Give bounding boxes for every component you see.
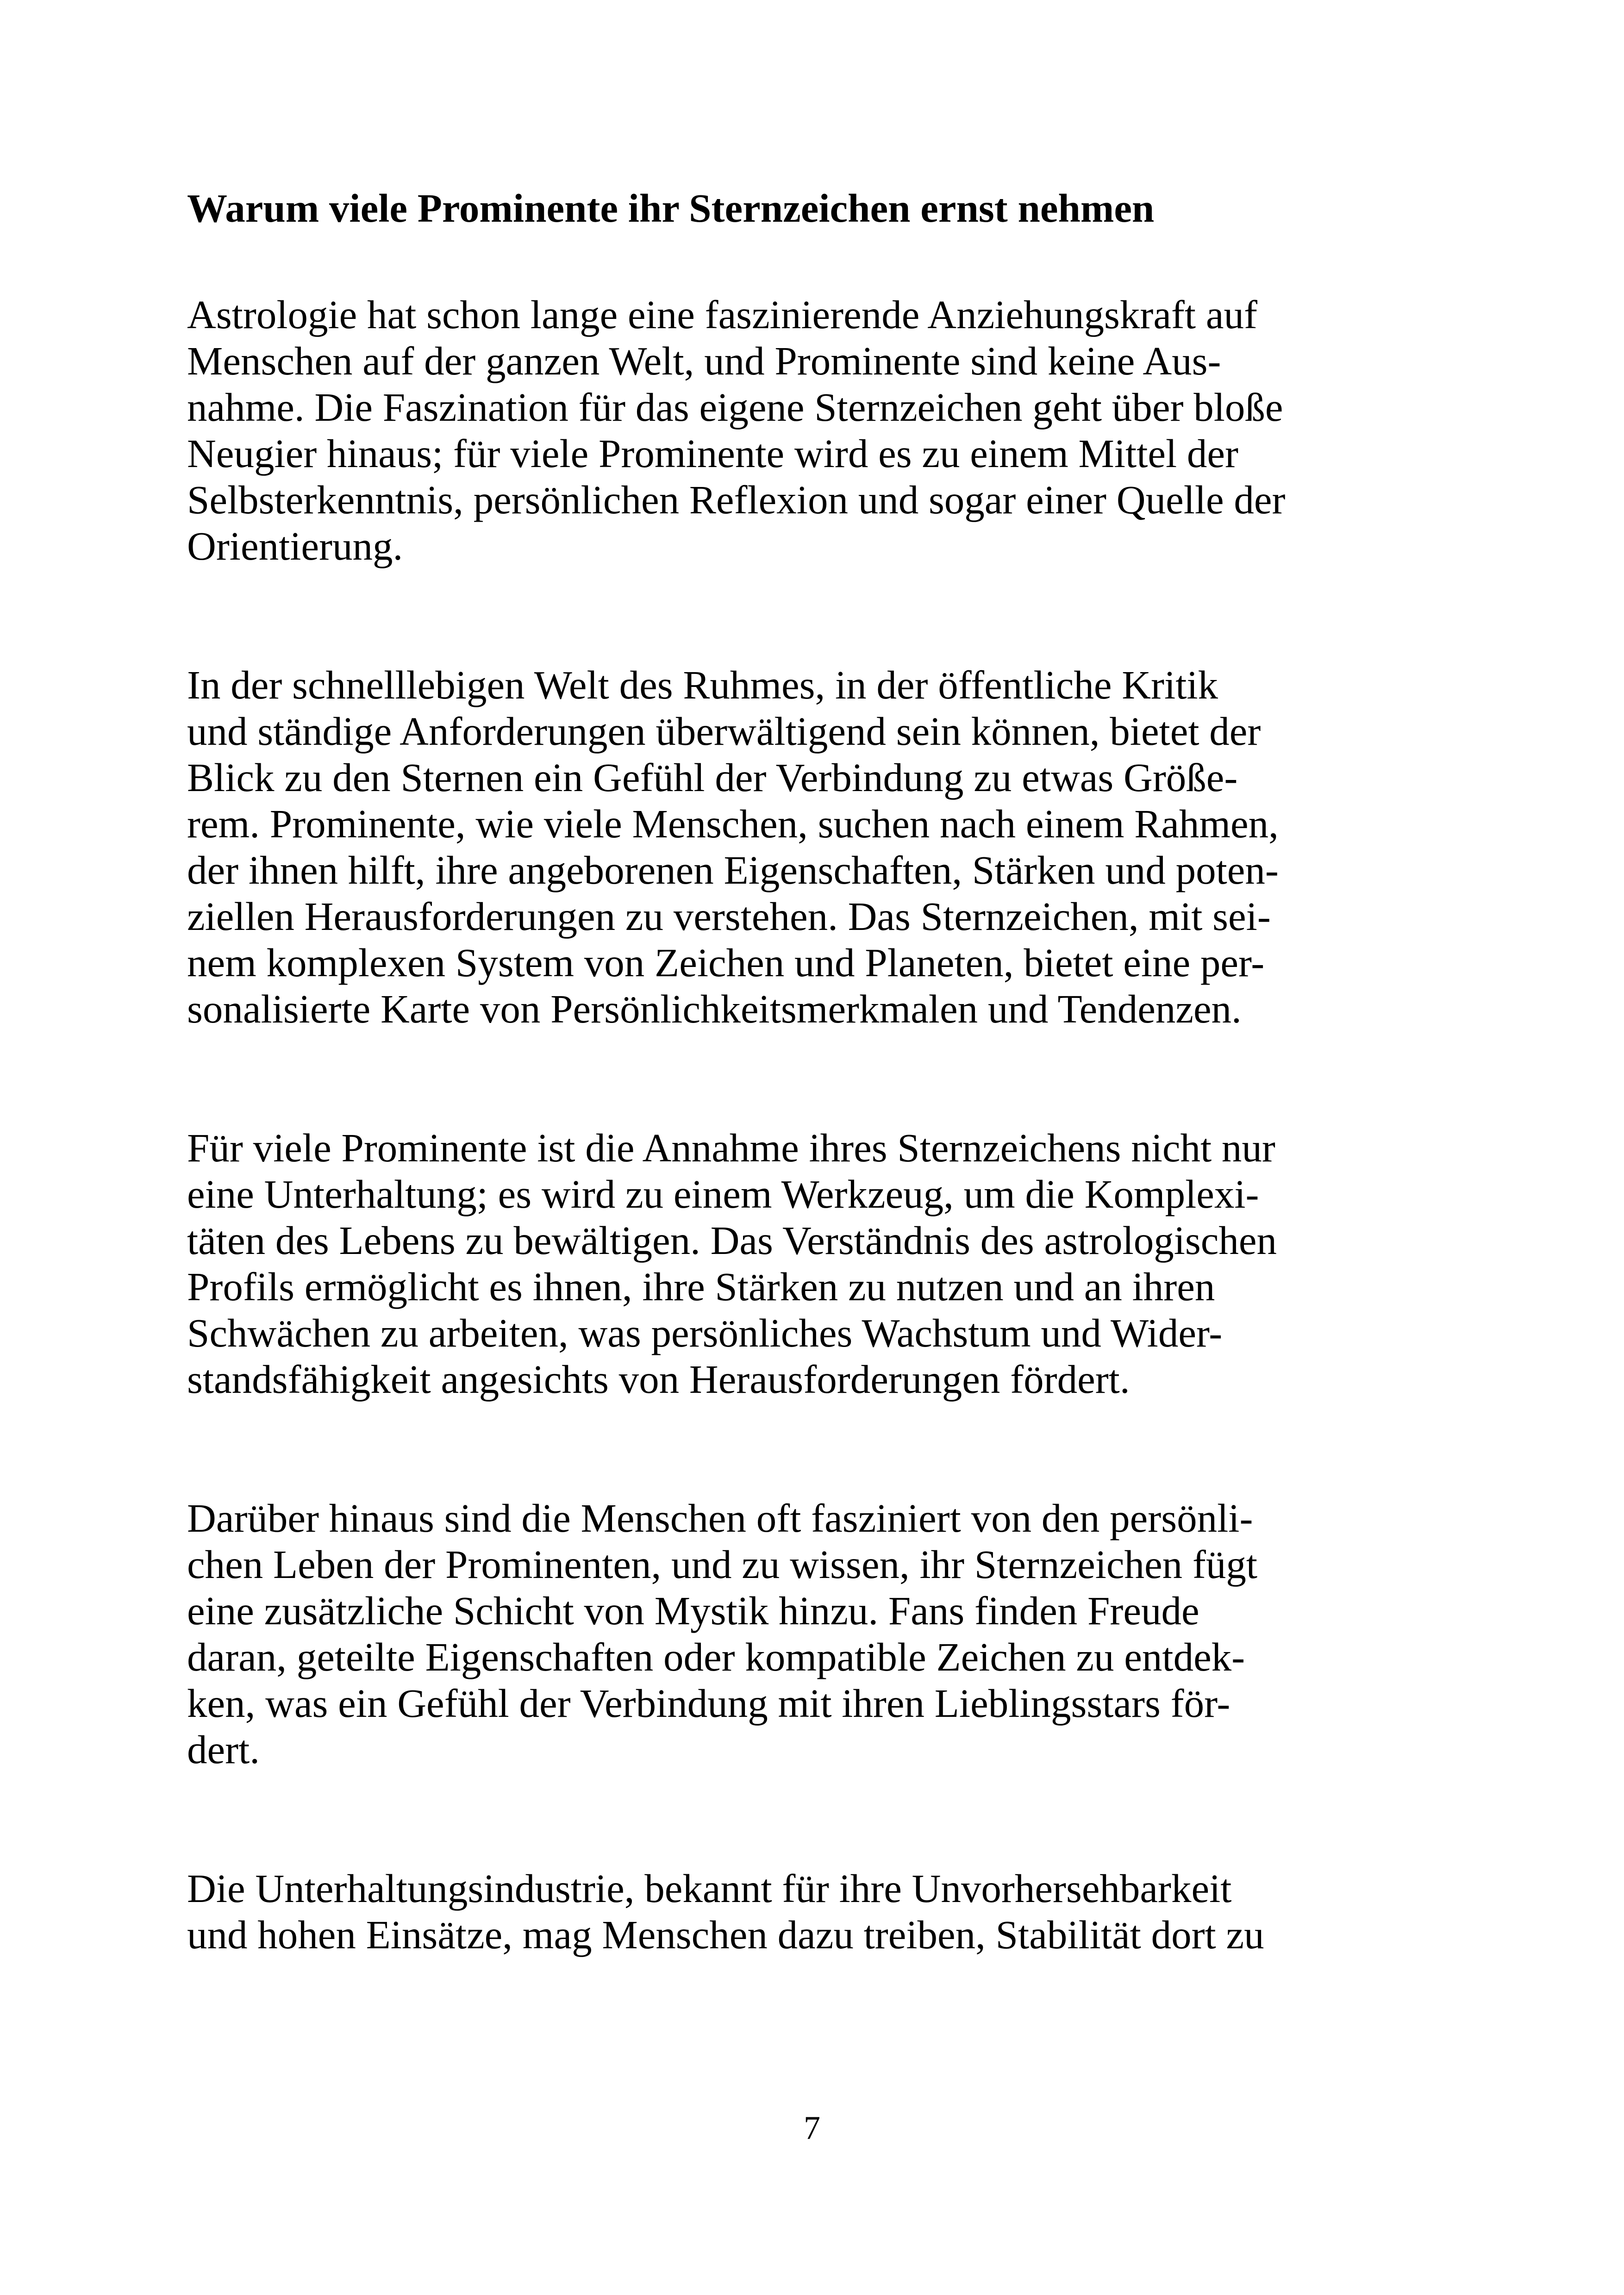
text-line: standsfähigkeit angesichts von Herausforderungen fördert. [187,1357,1130,1402]
text-line: eine Unterhaltung; es wird zu einem Werkzeug, um die Komplexi- [187,1172,1259,1216]
text-line: Für viele Prominente ist die Annahme ihres Sternzeichens nicht nur [187,1125,1275,1170]
text-line: rem. Prominente, wie viele Menschen, suchen nach einem Rahmen, [187,801,1279,846]
text-line: In der schnelllebigen Welt des Ruhmes, in der öffentliche Kritik [187,662,1218,707]
text-line: Selbsterkenntnis, persönlichen Reflexion und sogar einer Quelle der [187,477,1286,522]
text-line: Schwächen zu arbeiten, was persönliches Wachstum und Wider- [187,1310,1223,1355]
text-line: Astrologie hat schon lange eine faszinierende Anziehungskraft auf [187,292,1257,337]
page-number: 7 [804,2109,820,2146]
text-line: ken, was ein Gefühl der Verbindung mit ihren Lieblingsstars för- [187,1681,1230,1726]
text-line: ziellen Herausforderungen zu verstehen. Das Sternzeichen, mit sei- [187,894,1271,939]
text-line: chen Leben der Prominenten, und zu wissen, ihr Sternzeichen fügt [187,1542,1258,1587]
text-line: eine zusätzliche Schicht von Mystik hinzu. Fans finden Freude [187,1588,1199,1633]
text-line: Menschen auf der ganzen Welt, und Prominente sind keine Aus- [187,338,1221,383]
text-line: Profils ermöglicht es ihnen, ihre Stärken zu nutzen und an ihren [187,1264,1215,1309]
text-line: nem komplexen System von Zeichen und Planeten, bietet eine per- [187,940,1265,985]
text-line: daran, geteilte Eigenschaften oder kompatible Zeichen zu entdek- [187,1634,1245,1679]
text-line: Blick zu den Sternen ein Gefühl der Verbindung zu etwas Größe- [187,755,1238,800]
text-line: Darüber hinaus sind die Menschen oft fasziniert von den persönli- [187,1496,1253,1540]
paragraph-4 [187,1495,1257,1773]
text-line: der ihnen hilft, ihre angeborenen Eigenschaften, Stärken und poten- [187,848,1279,892]
text-line: und hohen Einsätze, mag Menschen dazu treiben, Stabilität dort zu [187,1912,1264,1957]
text-line: täten des Lebens zu bewältigen. Das Verständnis des astrologischen [187,1218,1277,1263]
paragraph-3 [187,1125,1277,1403]
text-line: Die Unterhaltungsindustrie, bekannt für ihre Unvorhersehbarkeit [187,1866,1232,1911]
text-line: Neugier hinaus; für viele Prominente wird es zu einem Mittel der [187,431,1239,476]
paragraph-1 [187,292,1286,569]
text-line: Orientierung. [187,524,403,568]
text-line: nahme. Die Faszination für das eigene Sternzeichen geht über bloße [187,385,1283,430]
text-line: und ständige Anforderungen überwältigend sein können, bietet der [187,709,1261,754]
paragraph-5 [187,1865,1264,1958]
paragraph-2 [187,662,1279,1032]
page-title: Warum viele Prominente ihr Sternzeichen ernst nehmen [187,186,1155,231]
text-line: sonalisierte Karte von Persönlichkeitsmerkmalen und Tendenzen. [187,986,1242,1031]
text-line: dert. [187,1727,260,1772]
